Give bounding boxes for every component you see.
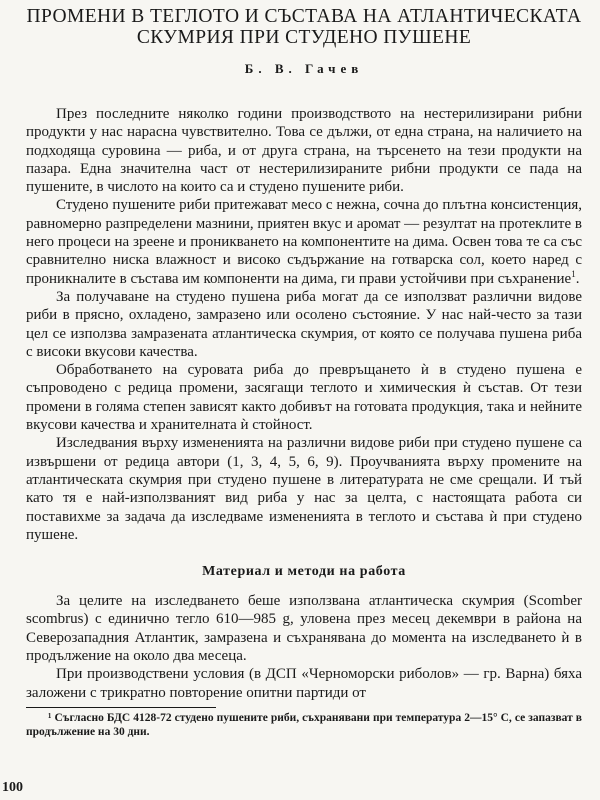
- article-title-line-2: СКУМРИЯ ПРИ СТУДЕНО ПУШЕНЕ: [136, 27, 472, 48]
- paragraph: За целите на изследването беше използвана атлантическа скумрия (Scomber scombrus) с единично тегло 610—985 g, уловена през месец декември в района на Северозападния Атлантик, замразена и съхранявана до момента на изследването ѝ в продължение на около два месеца.: [26, 593, 582, 665]
- paragraph: При производствени условия (в ДСП «Черноморски риболов» — гр. Варна) бяха заложени с трикратно повторение опитни партиди от: [26, 666, 582, 701]
- footnote-divider: [26, 707, 216, 708]
- page-number: 100: [2, 780, 23, 795]
- paragraph: За получаване на студено пушена риба могат да се използват различни видове риби в прясно, охладено, замразено или осолено състояние. У нас най-често за тази цел се използва замразената атлантическа скумрия, от която се получава пушена риба с високи вкусови качества.: [26, 288, 582, 360]
- paragraph: През последните няколко години производството на нестерилизирани рибни продукти у нас нарасна чувствително. Това се дължи, от една страна, на наличието на подходяща суровина — риба, и от друга страна, на търсенето на тези продукти на пазара. Една значителна част от нестерилизираните рибни продукти се пада на пушените, в числото на които са и студено пушените риби.: [26, 106, 582, 196]
- paragraph-text: Студено пушените риби притежават месо с нежна, сочна до плътна консистенция, равномерно разпределени мазнини, приятен вкус и аромат — резултат на протеклите в него процеси на зреене и проникването на компонентите на дима. Освен това те са със сравнително ниска влажност и високо съдържание на готварска сол, което наред с проникналите в състава им компоненти на дима, ги прави устойчиви при съхранение: [26, 197, 582, 287]
- footnote-marker: 1: [571, 268, 576, 279]
- footnote: ¹ Съгласно БДС 4128-72 студено пушените риби, съхранявани при температура 2—15° С, се запазват в продължение на 30 дни.: [26, 711, 582, 738]
- section-heading: Материал и методи на работа: [202, 564, 406, 580]
- paragraph: Изследвания върху измененията на различни видове риби при студено пушене са извършени от редица автори (1, 3, 4, 5, 6, 9). Проучванията върху промените на атлантическата скумрия при студено пушене в литературата не сме срещали. И тъй като тя е най-използваният вид риба у нас за целта, с настоящата работа си поставихме за задача да изследваме измененията в теглото и състава ѝ при студено пушене.: [26, 435, 582, 543]
- paragraph: Обработването на суровата риба до превръщането ѝ в студено пушена е съпроводено с редица промени, засягащи теглото и химическия ѝ състав. От тези промени в голяма степен зависят както добивът на готовата продукция, така и нейните вкусови качества и хранителната ѝ стойност.: [26, 362, 582, 434]
- article-body: [26, 105, 582, 739]
- article-title-line-1: ПРОМЕНИ В ТЕГЛОТО И СЪСТАВА НА АТЛАНТИЧЕСКАТА: [26, 6, 582, 27]
- paragraph: Студено пушените риби притежават месо с нежна, сочна до плътна консистенция, равномерно разпределени мазнини, приятен вкус и аромат — резултат на протеклите в него процеси на зреене и проникването на компонентите на дима. Освен това те са със сравнително ниска влажност и високо съдържание на готварска сол, което наред с проникналите в състава им компоненти на дима, ги прави устойчиви при съхранение$^1$.: [26, 197, 582, 287]
- article-title: [26, 6, 582, 48]
- article-author: Б. В. Гачев: [244, 61, 364, 76]
